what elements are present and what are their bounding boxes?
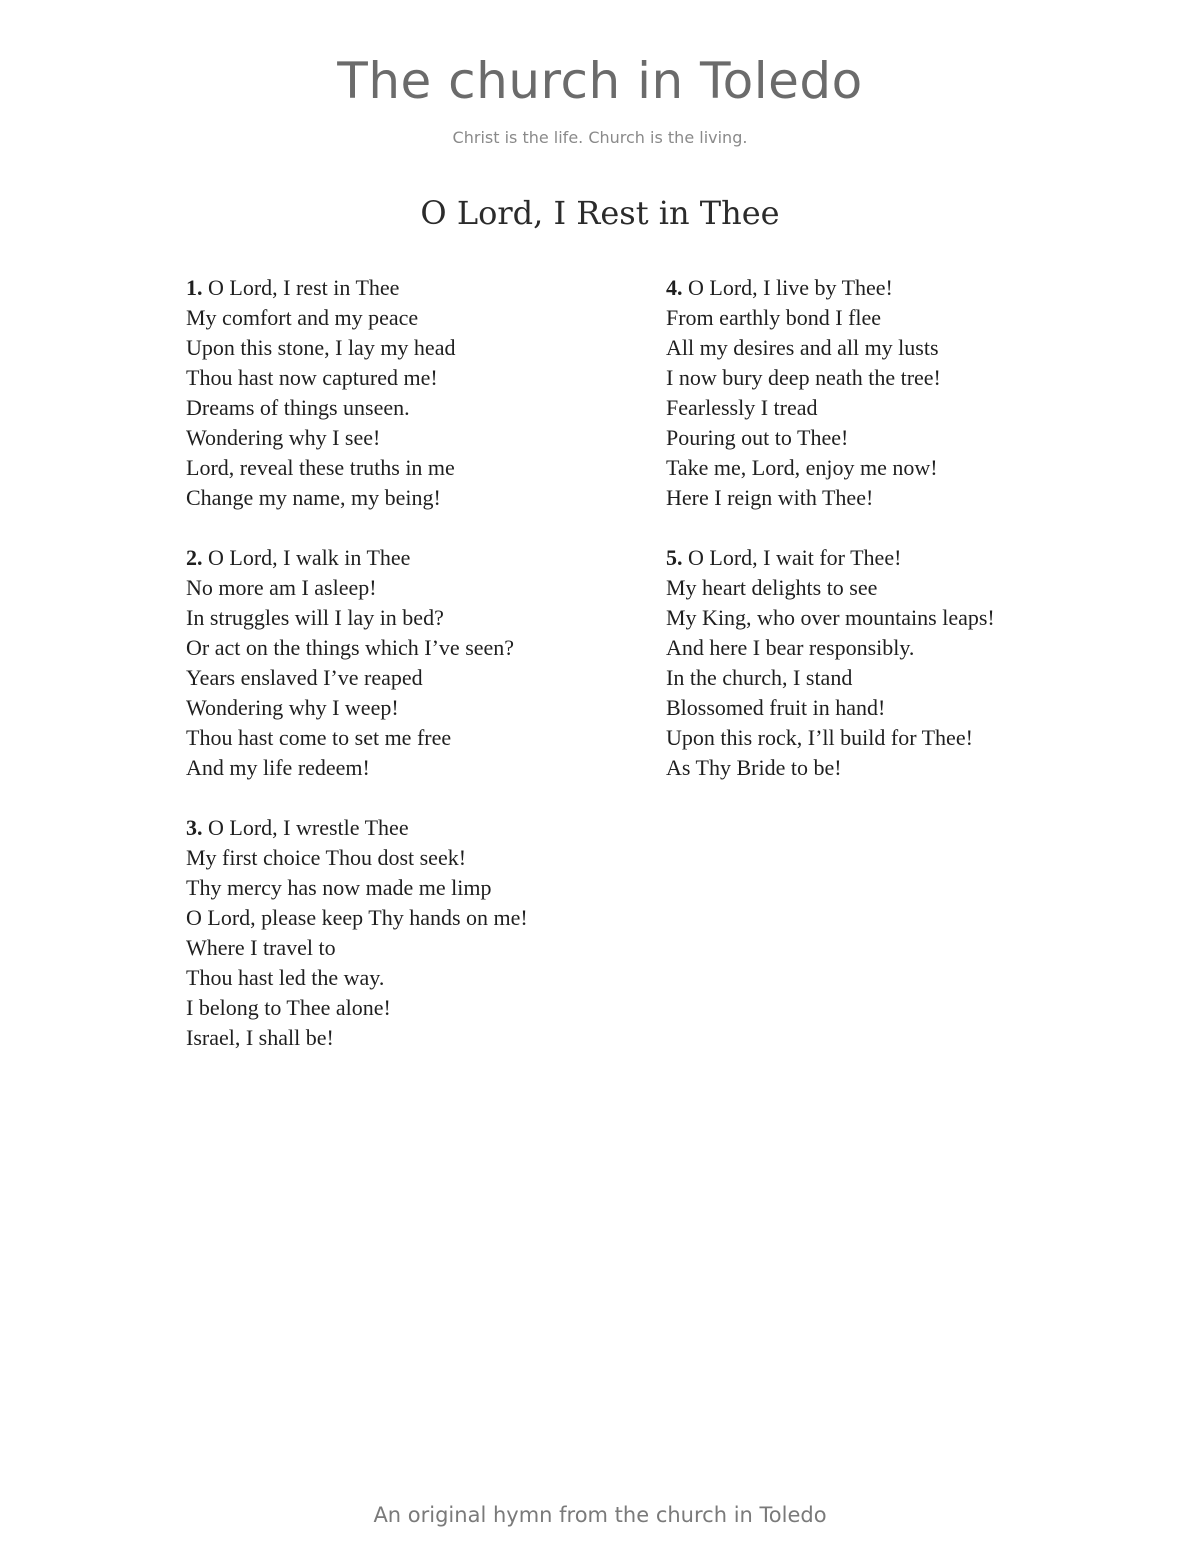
verse-line: Fearlessly I tread bbox=[666, 395, 818, 420]
verse-line: In the church, I stand bbox=[666, 665, 853, 690]
verse-line: From earthly bond I flee bbox=[666, 305, 882, 330]
verse-line bbox=[666, 273, 995, 303]
verse-line: Take me, Lord, enjoy me now! bbox=[666, 455, 938, 480]
verse-line: I now bury deep neath the tree! bbox=[666, 365, 941, 390]
verse-line: Dreams of things unseen. bbox=[186, 395, 410, 420]
verse-line: In struggles will I lay in bed? bbox=[186, 605, 444, 630]
hymn-title: O Lord, I Rest in Thee bbox=[420, 194, 780, 232]
verse-line: And my life redeem! bbox=[186, 755, 370, 780]
left-column bbox=[186, 273, 528, 1083]
verse-line: Upon this stone, I lay my head bbox=[186, 335, 456, 360]
verse-number: 4. bbox=[666, 275, 683, 300]
verse-line-text: O Lord, I live by Thee! bbox=[688, 275, 893, 300]
verse-line: All my desires and all my lusts bbox=[666, 335, 939, 360]
verse-line bbox=[186, 273, 528, 303]
verse-2 bbox=[186, 543, 528, 783]
verse-line-text: O Lord, I rest in Thee bbox=[208, 275, 400, 300]
verse-line: Thy mercy has now made me limp bbox=[186, 875, 492, 900]
verse-line-text: O Lord, I wait for Thee! bbox=[688, 545, 902, 570]
verse-4 bbox=[666, 273, 995, 513]
verse-line bbox=[186, 813, 528, 843]
verse-line: And here I bear responsibly. bbox=[666, 635, 915, 660]
verse-line: Wondering why I weep! bbox=[186, 695, 399, 720]
verse-5 bbox=[666, 543, 995, 783]
verse-line: Upon this rock, I’ll build for Thee! bbox=[666, 725, 973, 750]
verse-line bbox=[186, 543, 528, 573]
verse-line: Thou hast come to set me free bbox=[186, 725, 452, 750]
verse-line-text: O Lord, I wrestle Thee bbox=[208, 815, 409, 840]
verse-line-text: O Lord, I walk in Thee bbox=[208, 545, 411, 570]
verse-line bbox=[666, 543, 995, 573]
footer-text: An original hymn from the church in Toledo bbox=[373, 1503, 827, 1527]
verse-number: 5. bbox=[666, 545, 683, 570]
verse-line: I belong to Thee alone! bbox=[186, 995, 391, 1020]
verse-line: Years enslaved I’ve reaped bbox=[186, 665, 423, 690]
verse-line: My King, who over mountains leaps! bbox=[666, 605, 995, 630]
verse-number: 3. bbox=[186, 815, 203, 840]
verse-line: No more am I asleep! bbox=[186, 575, 377, 600]
verse-line: My comfort and my peace bbox=[186, 305, 419, 330]
verse-line: Lord, reveal these truths in me bbox=[186, 455, 455, 480]
verse-line: Pouring out to Thee! bbox=[666, 425, 849, 450]
right-column bbox=[666, 273, 995, 813]
verse-number: 2. bbox=[186, 545, 203, 570]
verse-line: Or act on the things which I’ve seen? bbox=[186, 635, 515, 660]
verse-line: Here I reign with Thee! bbox=[666, 485, 874, 510]
verse-line: As Thy Bride to be! bbox=[666, 755, 842, 780]
verse-line: Thou hast led the way. bbox=[186, 965, 385, 990]
verse-number: 1. bbox=[186, 275, 203, 300]
verse-line: Wondering why I see! bbox=[186, 425, 381, 450]
verse-line: My heart delights to see bbox=[666, 575, 878, 600]
verse-line: Blossomed fruit in hand! bbox=[666, 695, 886, 720]
verse-line: Change my name, my being! bbox=[186, 485, 441, 510]
verse-line: Thou hast now captured me! bbox=[186, 365, 438, 390]
verse-1 bbox=[186, 273, 528, 513]
verse-line: Where I travel to bbox=[186, 935, 336, 960]
verse-3 bbox=[186, 813, 528, 1053]
site-title: The church in Toledo bbox=[337, 52, 863, 110]
verse-line: My first choice Thou dost seek! bbox=[186, 845, 467, 870]
verse-line: O Lord, please keep Thy hands on me! bbox=[186, 905, 528, 930]
verse-line: Israel, I shall be! bbox=[186, 1025, 334, 1050]
tagline: Christ is the life. Church is the living. bbox=[452, 128, 748, 147]
